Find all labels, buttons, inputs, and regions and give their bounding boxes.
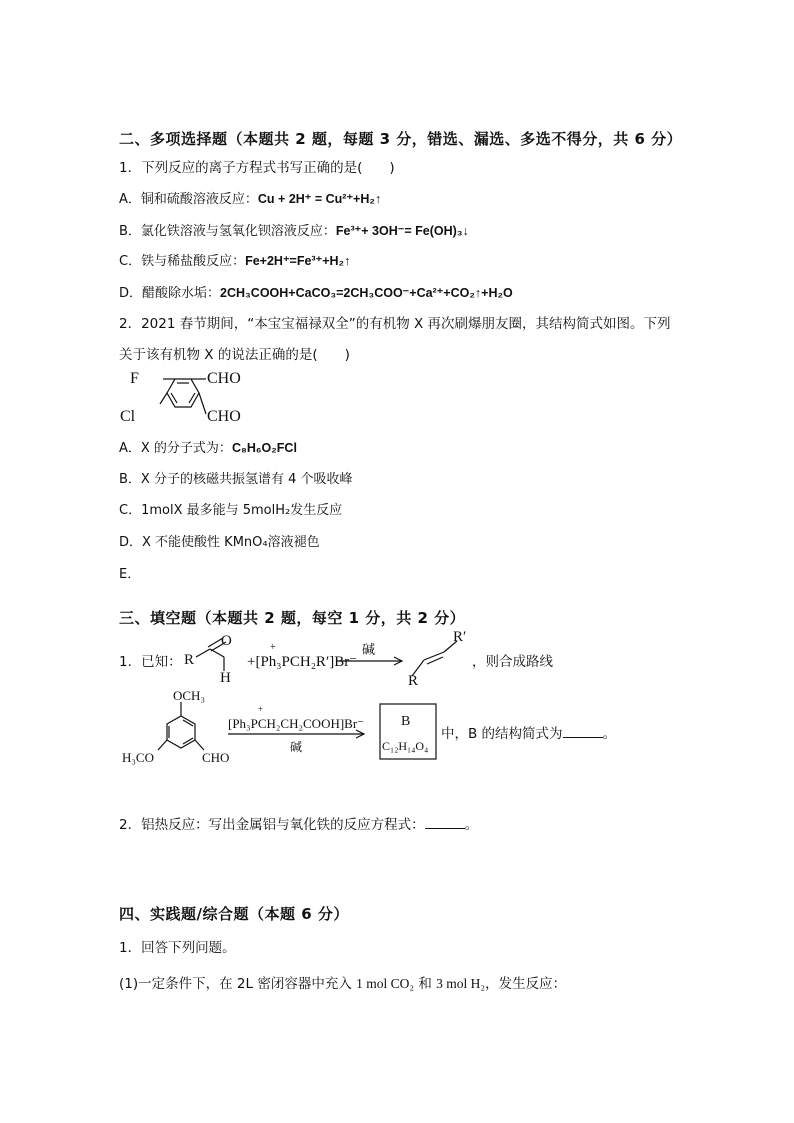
option-d <box>119 282 513 301</box>
option-a-formula: Cu + 2H⁺ = Cu²⁺+H₂↑ <box>257 192 382 206</box>
s3-q2-text: 2．铝热反应：写出金属铝与氧化铁的反应方程式： <box>119 817 425 833</box>
box-formula: C₁₂H₁₄O₄ <box>382 739 429 753</box>
s4-sub1-mid: 和 <box>414 976 437 992</box>
chlorine-label: Cl <box>120 408 136 425</box>
cho-label-top: CHO <box>207 370 241 387</box>
answer-blank-b[interactable] <box>563 727 603 738</box>
known-r-label: R <box>184 652 195 668</box>
question-2-stem-line1: 2．2021 春节期间，“本宝宝福禄双全”的有机物 X 再次刷爆朋友圈，其结构简式如图。下列 <box>119 316 671 332</box>
option-c-formula: Fe+2H⁺=Fe³⁺+H₂↑ <box>245 254 351 268</box>
s3-q1-question <box>441 722 616 742</box>
option-c-label: C．铁与稀盐酸反应： <box>119 254 246 269</box>
q2-option-a <box>119 437 297 456</box>
answer-blank-thermite[interactable] <box>425 818 465 829</box>
route-phosphonium-charge: + <box>258 704 264 714</box>
carbonyl-o-label: O <box>221 633 232 649</box>
fluorine-label: F <box>130 370 139 387</box>
s4-sub1-prefix: (1)一定条件下，在 2L 密闭容器中充入 <box>119 976 357 992</box>
route-base-label: 碱 <box>290 740 303 754</box>
s4-sub1-suffix: ，发生反应： <box>485 976 567 992</box>
q2-option-e: E． <box>119 567 141 582</box>
option-c <box>119 250 350 269</box>
s3-q1-suffix: ，则合成路线 <box>472 654 553 670</box>
question-2-stem-line2: 关于该有机物 X 的说法正确的是( ) <box>119 347 350 363</box>
option-b-label: B．氯化铁溶液与氢氧化钡溶液反应： <box>119 224 336 239</box>
cho-label-bottom: CHO <box>207 408 241 425</box>
aldehyde-h-label: H <box>220 670 231 686</box>
route-reagent: [Ph₃PCH₂CH₂COOH]Br⁻ <box>228 716 365 731</box>
base-label: 碱 <box>362 643 376 658</box>
s4-sub1-h2: 3 mol H₂ <box>436 976 486 991</box>
aldehyde-label: CHO <box>202 750 230 765</box>
q2-option-a-label: A．X 的分子式为： <box>119 441 232 456</box>
s3-q1-prefix: 1．已知： <box>119 654 182 670</box>
wittig-reagent: +[Ph₃PCH₂R′]Br⁻ <box>247 654 358 670</box>
section-3-heading: 三、填空题（本题共 2 题，每空 1 分，共 2 分） <box>119 609 466 627</box>
option-d-formula: 2CH₃COOH+CaCO₃=2CH₃COO⁻+Ca²⁺+CO₂↑+H₂O <box>220 286 513 300</box>
option-a-label: A．铜和硫酸溶液反应： <box>119 192 258 207</box>
option-d-label: D．醋酸除水垢： <box>119 286 221 301</box>
molecule-x-structure <box>118 366 258 428</box>
methoxy-left-label: H₃CO <box>122 750 154 765</box>
q2-option-c: C．1molX 最多能与 5molH₂发生反应 <box>119 503 343 518</box>
s4-q1: 1．回答下列问题。 <box>119 940 236 956</box>
section-4-heading: 四、实践题/综合题（本题 6 分） <box>119 905 349 923</box>
s4-sub1-co2: 1 mol CO₂ <box>356 976 415 991</box>
section-2-heading: 二、多项选择题（本题共 2 题，每题 3 分，错选、漏选、多选不得分，共 6 分） <box>119 130 683 148</box>
box-b-label: B <box>401 714 411 729</box>
q2-option-b: B．X 分子的核磁共振氢谱有 4 个吸收峰 <box>119 472 353 487</box>
q2-option-d: D．X 不能使酸性 KMnO₄溶液褪色 <box>119 535 320 550</box>
q2-option-a-formula: C₈H₆O₂FCl <box>231 441 297 455</box>
s3-q1-end: 。 <box>602 726 617 742</box>
s3-q2-end: 。 <box>464 817 479 833</box>
methoxy-top-label: OCH₃ <box>173 688 205 703</box>
option-a <box>119 188 381 207</box>
synthesis-route <box>118 688 448 770</box>
product-r-prime-label: R′ <box>453 629 467 645</box>
phosphonium-charge: + <box>270 642 276 653</box>
s4-sub1 <box>119 972 566 992</box>
s3-q2 <box>119 813 478 833</box>
option-b <box>119 220 469 239</box>
product-r-label: R <box>408 673 419 688</box>
s3-q1-question-text: 中，B 的结构简式为 <box>441 726 563 742</box>
option-b-formula: Fe³⁺+ 3OH⁻= Fe(OH)₃↓ <box>335 224 469 238</box>
question-1-stem: 1．下列反应的离子方程式书写正确的是( ) <box>119 160 395 176</box>
